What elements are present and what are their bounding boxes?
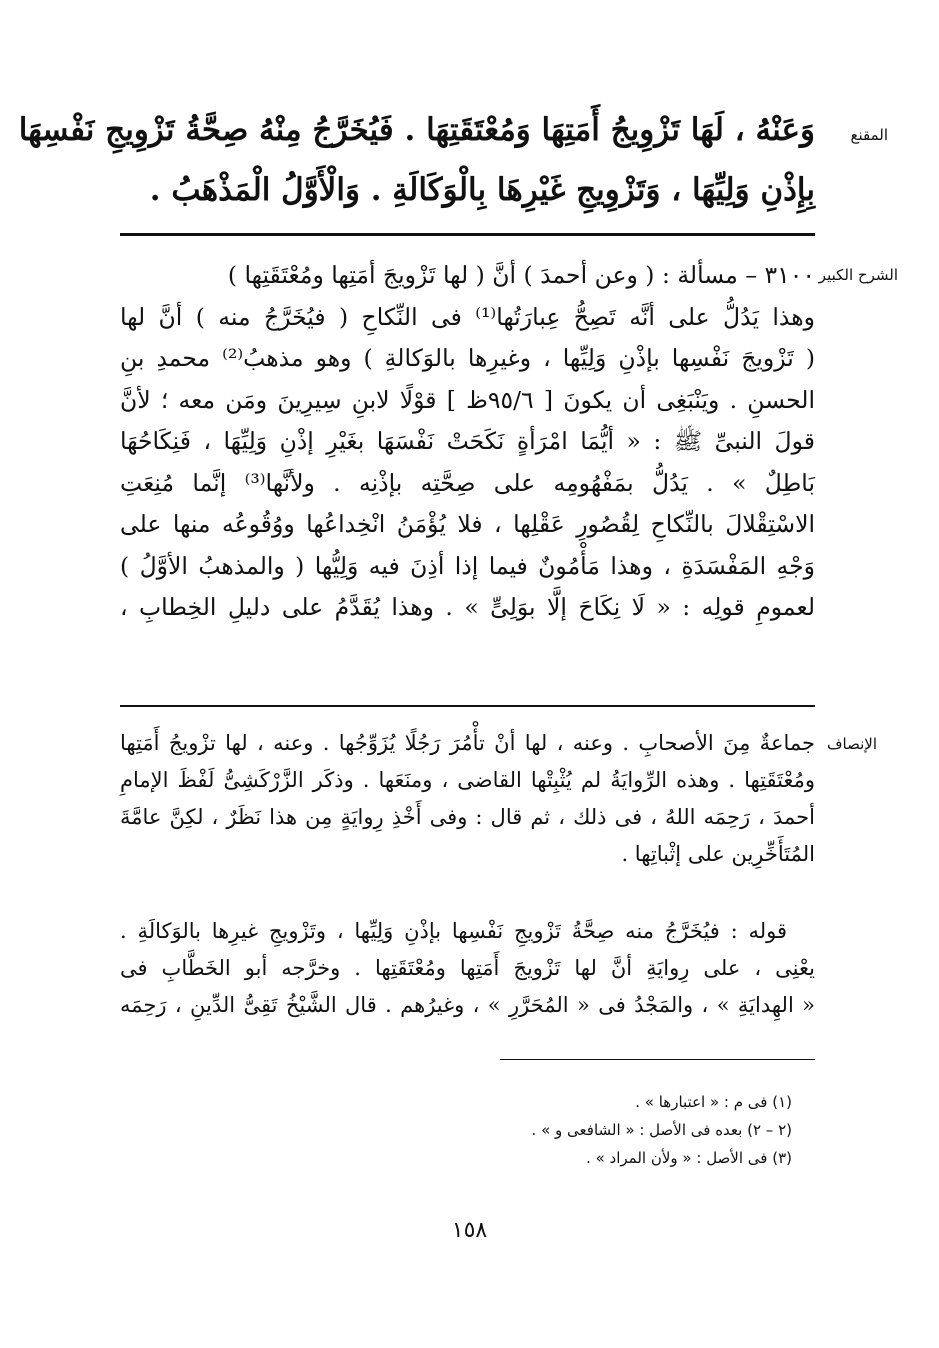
- sharh-line: لعمومِ قولِه : « لَا نِكَاحَ إلَّا بوَلِىٍّ » . وهذا يُقَدَّمُ على دليلِ الخِطابِ ،: [120, 593, 815, 621]
- insaf-line: « الهِدايَةِ » ، والمَجْدُ فى « المُحَرَّرِ » ، وغيرُهم . قال الشَّيْخُ تَقِىُّ الدِّينِ ، رَحِمَه: [120, 993, 815, 1017]
- sharh-line: وهذا يَدُلُّ على أنَّه تَصِحُّ عِبارَتُها⁽¹⁾ فى النِّكاحِ ( فيُخَرَّجُ منه ) أنَّ لها: [120, 302, 816, 331]
- insaf-line: أحمدَ ، رَحِمَه اللهُ ، فى ذلك ، ثم قال : وفى أَخْذِ رِوايَةٍ مِن هذا نَظَرٌ ، لكِنَّ عامَّةَ: [120, 805, 815, 829]
- muqni-line: بِإِذْنِ وَلِيِّهَا ، وَتَزْوِيجِ غَيْرِهَا بِالْوَكَالَةِ . وَالْأَوَّلُ الْمَذْهَبُ .: [149, 172, 815, 208]
- page-number: ١٥٨: [451, 1218, 488, 1243]
- section-label-sharh: الشرح الكبير: [818, 266, 898, 284]
- sharh-line: ( تَزْويجَ نَفْسِها بإذْنِ وَلِيِّها ، وغيرِها بالوَكالةِ ) وهو مذهبُ⁽²⁾ محمدِ بنِ: [120, 344, 815, 372]
- section-label-muqni: المقنع: [850, 126, 888, 144]
- sharh-line: الاسْتِقْلالَ بالنِّكاحِ لِقُصُورِ عَقْلِها ، فلا يُؤْمَنُ انْخِداعُها ووُقُوعُه منها على: [120, 510, 815, 538]
- sharh-line: بَاطِلٌ » . يَدُلُّ بمَفْهُومِه على صِحَّتِه بإذْنِه . ولأنَّها⁽³⁾ إنَّما مُنِعَتِ: [120, 468, 816, 497]
- sharh-line: قولَ النبىِّ ﷺ : « أيُّمَا امْرَأةٍ نَكَحَتْ نَفْسَهَا بغَيْرِ إذْنِ وَلِيِّهَا ، فَنِكَاحُهَا: [120, 427, 815, 455]
- footnote: (٢ – ٢) بعده فى الأصل : « الشافعى و » .: [531, 1121, 792, 1139]
- insaf-line: المُتَأَخِّرِين على إثْباتِها .: [621, 842, 815, 866]
- insaf-text-b: [120, 913, 815, 1024]
- footnote: (١) فى م : « اعتبارها » .: [635, 1093, 792, 1111]
- muqni-line: وَعَنْهُ ، لَهَا تَزْوِيجُ أَمَتِهَا وَمُعْتَقَتِهَا . فَيُخَرَّجُ مِنْهُ صِحَّةُ تَزْوِيجِ نَفْسِهَا: [18, 112, 815, 148]
- insaf-text-a: [120, 725, 815, 873]
- section-divider: [120, 705, 815, 707]
- insaf-line: جماعةٌ مِنَ الأصحابِ . وعنه ، لها أنْ تأْمُرَ رَجُلًا يُزَوِّجُها . وعنه ، لها تزْويجُ أَمَتِها: [120, 731, 815, 755]
- footnote-divider: [500, 1059, 815, 1060]
- footnote: (٣) فى الأصل : « ولأن المراد » .: [586, 1149, 792, 1167]
- insaf-line: يعْنِى ، على رِوايَةِ أنَّ لها تَزْويجَ أَمَتِها ومُعْتَقَتِها . وخرَّجه أبو الخَطَّابِ فى: [120, 956, 815, 980]
- sharh-line: الحسنِ . ويَنْبَغِى أن يكونَ [ ٩٥/٦ظ ] قوْلًا لابنِ سِيرِينَ ومَن معه ؛ لأنَّ: [120, 385, 815, 414]
- sharh-line: ٣١٠٠ – مسألة : ( وعن أحمدَ ) أنَّ ( لها تَزْويجَ أمَتِها ومُعْتَقَتِها ): [227, 261, 815, 289]
- sharh-line: وَجْهِ المَفْسَدَةِ ، وهذا مَأْمُونٌ فيما إذا أذِنَ فيه وَلِيُّها ( والمذهبُ الأوَّلُ ): [120, 551, 815, 580]
- insaf-line: قوله : فيُخَرَّجُ منه صِحَّةُ تَزْويجِ نَفْسِها بإذْنِ وَلِيِّها ، وتَزْويجِ غيرِها بالوَكالَةِ .: [120, 919, 787, 943]
- section-divider: [120, 233, 815, 236]
- footnotes: [120, 1088, 792, 1172]
- sharh-text: [120, 255, 815, 629]
- muqni-text: [18, 100, 815, 220]
- section-label-insaf: الإنصاف: [826, 735, 877, 753]
- insaf-line: ومُعْتَقَتِها . وهذه الرِّوايَةُ لم يُثْبِتْها القاضى ، ومنَعَها . وذكَر الزَّرْكَشِىُّ لَفْظَ الإمامِ: [120, 768, 815, 792]
